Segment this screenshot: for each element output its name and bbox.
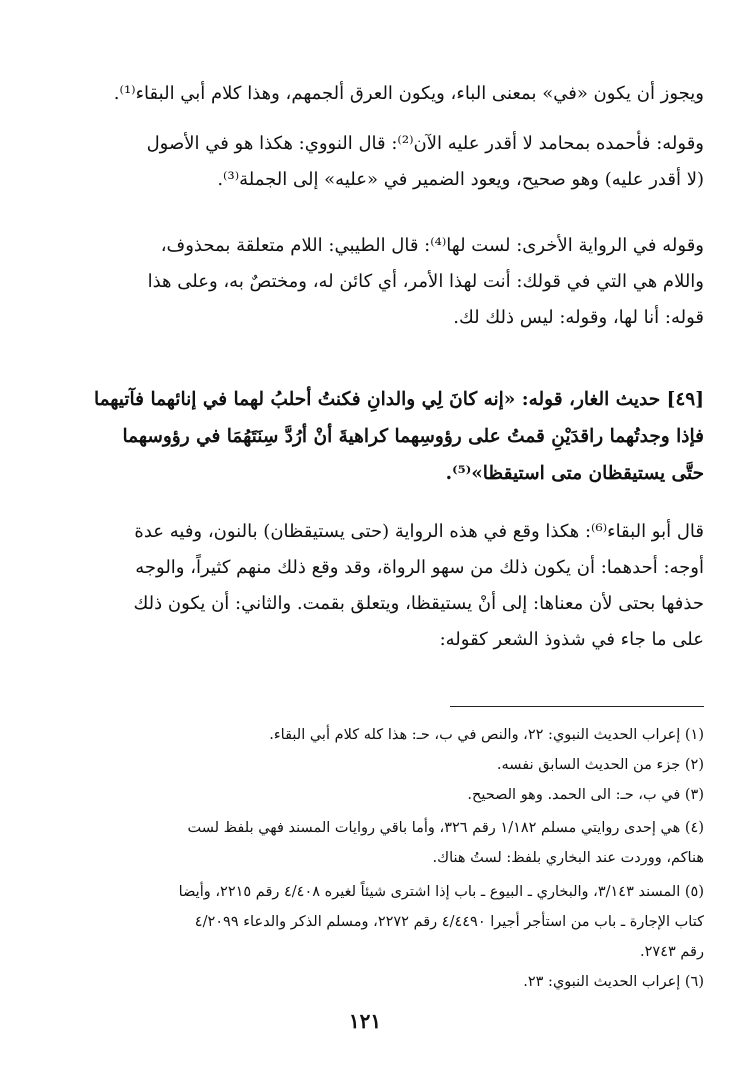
text-line: (٣) في ب، حـ: الى الحمد. وهو الصحيح. (467, 787, 704, 803)
text-line: حتَّى يستيقظان متى استيقظا»⁽⁵⁾. (445, 463, 704, 484)
body-paragraph (92, 79, 704, 109)
footnote (92, 780, 704, 810)
text-line: [٤٩] حديث الغار، قوله: «إنه كانَ لِي والدانِ فكنتُ أحلبُ لهما في إنائهما فآتيهما (93, 389, 704, 410)
text-line: رقم ٢٧٤٣. (640, 944, 704, 960)
text-line: واللام هي التي في قولك: أنت لهذا الأمر، أي كائن له، ومختصٌ به، وعلى هذا (147, 271, 704, 292)
footnote (92, 720, 704, 750)
hadith-paragraph (92, 381, 704, 492)
page-number: ١٢١ (348, 1009, 382, 1033)
text-line: كتاب الإجارة ـ باب من استأجر أجيرا ٤/٤٤٩٠ رقم ٢٢٧٢، ومسلم الذكر والدعاء ٤/٢٠٩٩ (194, 914, 704, 930)
text-line: قال أبو البقاء⁽⁶⁾: هكذا وقع في هذه الرواية (حتى يستيقظان) بالنون، وفيه عدة (134, 521, 704, 542)
text-line: ويجوز أن يكون «في» بمعنى الباء، ويكون العرق ألجمهم، وهذا كلام أبي البقاء⁽¹⁾. (113, 83, 704, 104)
text-line: على ما جاء في شذوذ الشعر كقوله: (439, 629, 704, 650)
text-line: (١) إعراب الحديث النبوي: ٢٢، والنص في ب، حـ: هذا كله كلام أبي البقاء. (269, 727, 704, 743)
footnote (92, 813, 704, 873)
text-line: (٦) إعراب الحديث النبوي: ٢٣. (523, 974, 704, 990)
text-line: (٢) جزء من الحديث السابق نفسه. (496, 757, 704, 773)
text-line: (٥) المسند ٣/١٤٣، والبخاري ـ البيوع ـ باب إذا اشترى شيئاً لغيره ٤/٤٠٨ رقم ٢٢١٥، وأيضا (178, 884, 704, 900)
text-line: فإذا وجدتُهما راقدَيْنِ قمتُ على رؤوسِهما كراهيةَ أنْ أرُدَّ سِنَتَهُمَا في رؤوسهما (122, 426, 704, 447)
body-paragraph (92, 126, 704, 198)
text-line: (٤) هي إحدى روايتي مسلم ١/١٨٢ رقم ٣٢٦، وأما باقي روايات المسند فهي بلفظ لست (187, 820, 704, 836)
footnote (92, 877, 704, 967)
text-line: وقوله في الرواية الأخرى: لست لها⁽⁴⁾: قال الطيبي: اللام متعلقة بمحذوف، (160, 235, 704, 256)
body-paragraph (92, 228, 704, 336)
body-paragraph (92, 514, 704, 658)
footnote-separator (450, 706, 704, 707)
footnote (92, 967, 704, 997)
text-line: حذفها بحتى لأن معناها: إلى أنْ يستيقظا، ويتعلق بقمت. والثاني: أن يكون ذلك (133, 593, 704, 614)
text-line: (لا أقدر عليه) وهو صحيح، ويعود الضمير في «عليه» إلى الجملة⁽³⁾. (217, 169, 704, 190)
text-line: أوجه: أحدهما: أن يكون ذلك من سهو الرواة، وقد وقع ذلك منهم كثيراً، والوجه (135, 557, 704, 578)
text-line: وقوله: فأحمده بمحامد لا أقدر عليه الآن⁽²⁾: قال النووي: هكذا هو في الأصول (146, 133, 704, 154)
footnote (92, 750, 704, 780)
text-line: هناكم، ووردت عند البخاري بلفظ: لستُ هناك. (432, 850, 704, 866)
text-line: قوله: أنا لها، وقوله: ليس ذلك لك. (453, 307, 704, 328)
